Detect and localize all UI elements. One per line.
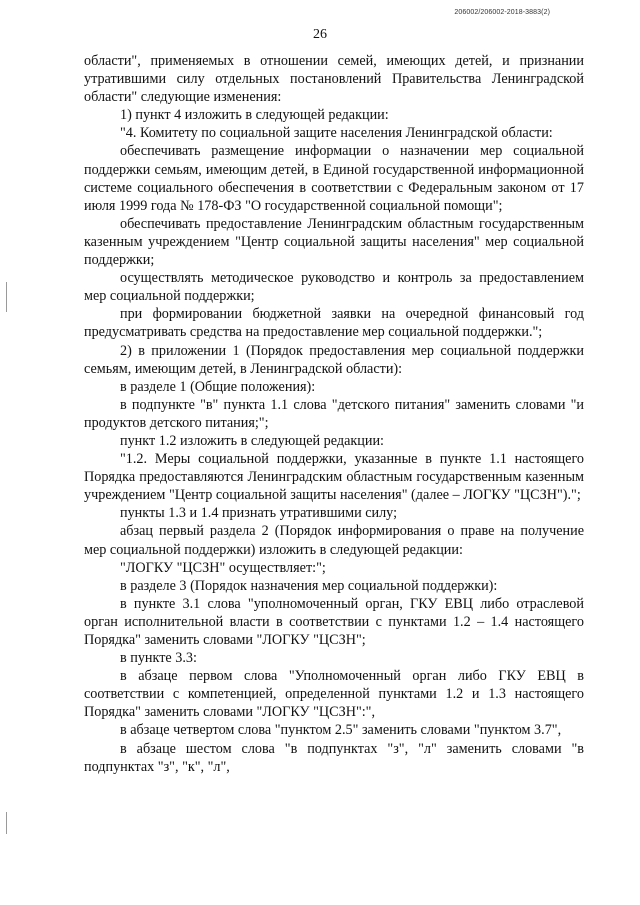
paragraph: пункты 1.3 и 1.4 признать утратившими силу; (120, 505, 398, 522)
document-id: 206002/206002-2018-3883(2) (454, 9, 550, 16)
paragraph: обеспечивать размещение информации о назначении мер социальной поддержки семьям, имеющим детей, в Единой государственной информационной системе социального обеспечения в соответствии с Федеральным законом от 17 июля 1999 года № 178-ФЗ "О государственной социальной помощи"; (84, 143, 584, 214)
paragraph: при формировании бюджетной заявки на очередной финансовый год предусматривать средства на предоставление мер социальной поддержки."; (84, 306, 584, 341)
paragraph: в абзаце первом слова "Уполномоченный орган либо ГКУ ЕВЦ в соответствии с компетенцией, определенной пунктами 1.2 и 1.3 настоящего Порядка" заменить словами "ЛОГКУ "ЦСЗН":", (84, 668, 584, 721)
paragraph: в пункте 3.3: (120, 650, 197, 667)
paragraph: в абзаце шестом слова "в подпунктах "з", "л" заменить словами "в подпунктах "з", "к", "л", (84, 740, 584, 775)
paragraph: в разделе 1 (Общие положения): (120, 378, 316, 395)
paragraph: в подпункте "в" пункта 1.1 слова "детского питания" заменить словами "и продуктов детского питания;"; (84, 396, 584, 431)
paragraph: 1) пункт 4 изложить в следующей редакции: (120, 107, 389, 124)
paragraph: в разделе 3 (Порядок назначения мер социальной поддержки): (120, 577, 498, 594)
paragraph: в пункте 3.1 слова "уполномоченный орган, ГКУ ЕВЦ либо отраслевой орган исполнительной власти в соответствии с пунктами 1.2 – 1.4 настоящего Порядка" заменить словами "ЛОГКУ "ЦСЗН"; (84, 595, 584, 648)
paragraph: "4. Комитету по социальной защите населения Ленинградской области: (120, 125, 553, 142)
paragraph: пункт 1.2 изложить в следующей редакции: (120, 432, 384, 449)
paragraph: осуществлять методическое руководство и контроль за предоставлением мер социальной поддержки; (84, 270, 584, 305)
document-body (84, 52, 584, 776)
paragraph: области", применяемых в отношении семей, имеющих детей, и признании утратившими силу отдельных постановлений Правительства Ленинградской области" следующие изменения: (84, 53, 584, 106)
paragraph: 2) в приложении 1 (Порядок предоставления мер социальной поддержки семьям, имеющим детей, в Ленинградской области): (84, 342, 584, 377)
paragraph: обеспечивать предоставление Ленинградским областным государственным казенным учреждением "Центр социальной защиты населения" мер социальной поддержки; (84, 215, 584, 269)
paragraph: "ЛОГКУ "ЦСЗН" осуществляет:"; (120, 559, 326, 576)
paragraph: "1.2. Меры социальной поддержки, указанные в пункте 1.1 настоящего Порядка предоставляются Ленинградским областным государственным казенным учреждением "Центр социальной защиты населения" (далее – ЛОГКУ "ЦСЗН")."; (84, 451, 584, 504)
scan-edge-mark (6, 812, 7, 834)
scan-edge-mark (6, 282, 7, 312)
paragraph: в абзаце четвертом слова "пунктом 2.5" заменить словами "пунктом 3.7", (120, 722, 562, 739)
page-number: 26 (313, 27, 327, 42)
paragraph: абзац первый раздела 2 (Порядок информирования о праве на получение мер социальной поддержки) изложить в следующей редакции: (84, 523, 584, 558)
